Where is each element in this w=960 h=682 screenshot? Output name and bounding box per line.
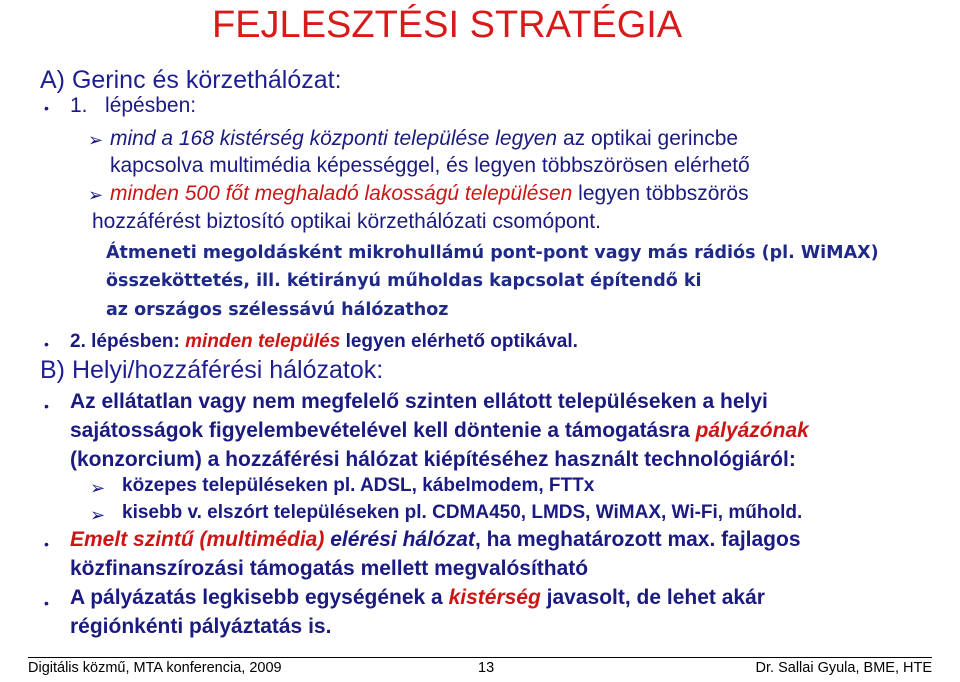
arrow-right-icon: ➢	[90, 505, 106, 525]
bullet-dot-icon: •	[44, 595, 49, 611]
sub2: kisebb v. elszórt településeken pl. CDMA450, LMDS, WiMAX, Wi-Fi, műhold.	[122, 502, 803, 523]
arrow-right-icon: ➢	[88, 130, 104, 150]
item2-rest: legyen többszörös	[572, 182, 749, 205]
step2	[70, 331, 578, 353]
item1-italic: mind a 168 kistérség központi települése legyen	[110, 127, 558, 150]
bullet-dot-icon: •	[44, 336, 49, 352]
b1-line2	[70, 419, 809, 443]
b2-red: Emelt szintű (multimédia)	[70, 528, 325, 551]
arrow-right-icon: ➢	[90, 478, 106, 498]
bullet-dot-icon: •	[44, 398, 49, 414]
slide-title: FEJLESZTÉSI STRATÉGIA	[212, 4, 683, 46]
step2-italic: minden település	[185, 331, 341, 352]
b1-line3: (konzorcium) a hozzáférési hálózat kiépítéséhez használt technológiáról:	[70, 448, 796, 471]
item2-italic: minden 500 főt meghaladó lakosságú településen	[110, 182, 573, 205]
step2-rest: legyen elérhető optikával.	[340, 331, 578, 352]
step1	[70, 94, 196, 118]
sub1: közepes településeken pl. ADSL, kábelmodem, FTTx	[122, 475, 595, 496]
item1-line1	[110, 127, 738, 151]
b1-line2-text: sajátosságok figyelembevételével kell döntenie a támogatásra	[70, 419, 696, 442]
b2-italic: elérési hálózat	[324, 528, 475, 551]
footer-divider	[28, 657, 932, 658]
b1-line1: Az ellátatlan vagy nem megfelelő szinten ellátott településeken a helyi	[70, 390, 768, 413]
b3-line2: régiónkénti pályáztatás is.	[70, 615, 332, 638]
b1-highlight: pályázónak	[695, 419, 809, 442]
footer-page-number: 13	[478, 660, 495, 676]
step2-label: 2. lépésben:	[70, 331, 186, 352]
item1-line2: kapcsolva multimédia képességgel, és legyen többszörösen elérhető	[110, 154, 750, 177]
item1-rest: az optikai gerincbe	[557, 127, 739, 150]
bullet-dot-icon: •	[44, 100, 49, 116]
section-a-heading: A) Gerinc és körzethálózat:	[40, 66, 342, 94]
arrow-right-icon: ➢	[88, 185, 104, 205]
b2-line1	[70, 528, 801, 552]
b3-text: A pályázatás legkisebb egységének a	[70, 586, 449, 609]
b2-line2: közfinanszírozási támogatás mellett megvalósítható	[70, 557, 589, 580]
note-line2: összeköttetés, ill. kétirányú műholdas kapcsolat építendő ki	[106, 271, 702, 291]
step1-num: 1.	[70, 94, 88, 117]
b3-rest: javasolt, de lehet akár	[540, 586, 765, 609]
b2-rest: , ha meghatározott max. fajlagos	[474, 528, 801, 551]
footer-left: Digitális közmű, MTA konferencia, 2009	[28, 660, 282, 676]
item2-line1	[110, 182, 749, 206]
note-line1: Átmeneti megoldásként mikrohullámú pont-pont vagy más rádiós (pl. WiMAX)	[106, 243, 879, 263]
b3-highlight: kistérség	[448, 586, 541, 609]
step1-label: lépésben:	[105, 94, 197, 117]
note-line3: az országos szélessávú hálózathoz	[106, 300, 449, 320]
item2-line2: hozzáférést biztosító optikai körzethálózati csomópont.	[92, 210, 601, 233]
bullet-dot-icon: •	[44, 536, 49, 552]
section-b-heading: B) Helyi/hozzáférési hálózatok:	[40, 356, 384, 384]
b3-line1	[70, 586, 765, 610]
footer-right: Dr. Sallai Gyula, BME, HTE	[755, 660, 932, 676]
